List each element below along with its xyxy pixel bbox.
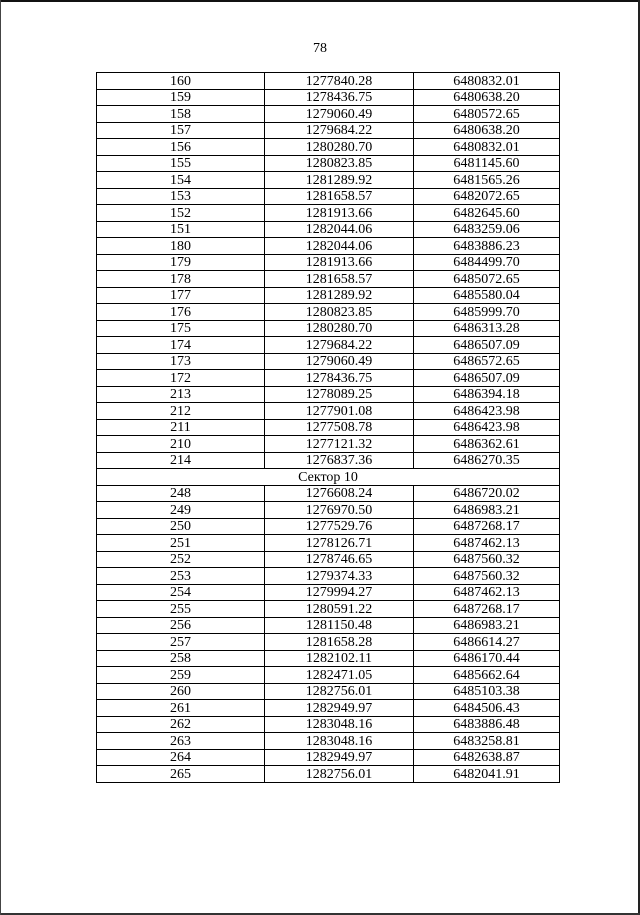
- table-row: [97, 485, 560, 502]
- x-coordinate-cell: 1282756.01: [265, 766, 414, 783]
- table-row: [97, 502, 560, 519]
- y-coordinate-cell: 6485662.64: [414, 667, 560, 684]
- x-coordinate-cell: 1282471.05: [265, 667, 414, 684]
- table-row: [97, 601, 560, 618]
- y-coordinate-cell: 6483258.81: [414, 733, 560, 750]
- table-row: [97, 584, 560, 601]
- point-number-cell: 250: [97, 518, 265, 535]
- point-number-cell: 251: [97, 535, 265, 552]
- y-coordinate-cell: 6481565.26: [414, 172, 560, 189]
- point-number-cell: 214: [97, 452, 265, 469]
- x-coordinate-cell: 1282044.06: [265, 238, 414, 255]
- point-number-cell: 156: [97, 139, 265, 156]
- point-number-cell: 154: [97, 172, 265, 189]
- point-number-cell: 155: [97, 155, 265, 172]
- table-row: [97, 271, 560, 288]
- x-coordinate-cell: 1283048.16: [265, 716, 414, 733]
- point-number-cell: 172: [97, 370, 265, 387]
- x-coordinate-cell: 1277508.78: [265, 419, 414, 436]
- scan-border-left: [0, 0, 1, 915]
- table-row: [97, 139, 560, 156]
- y-coordinate-cell: 6481145.60: [414, 155, 560, 172]
- table-row: [97, 122, 560, 139]
- table-row: [97, 749, 560, 766]
- point-number-cell: 173: [97, 353, 265, 370]
- y-coordinate-cell: 6487462.13: [414, 584, 560, 601]
- table-body-after-section: [97, 485, 560, 782]
- y-coordinate-cell: 6484499.70: [414, 254, 560, 271]
- table-row: [97, 353, 560, 370]
- x-coordinate-cell: 1280280.70: [265, 139, 414, 156]
- x-coordinate-cell: 1276608.24: [265, 485, 414, 502]
- x-coordinate-cell: 1281289.92: [265, 287, 414, 304]
- y-coordinate-cell: 6486507.09: [414, 337, 560, 354]
- x-coordinate-cell: 1279060.49: [265, 106, 414, 123]
- point-number-cell: 212: [97, 403, 265, 420]
- point-number-cell: 158: [97, 106, 265, 123]
- table-row: [97, 254, 560, 271]
- table-row: [97, 634, 560, 651]
- y-coordinate-cell: 6482041.91: [414, 766, 560, 783]
- y-coordinate-cell: 6482645.60: [414, 205, 560, 222]
- x-coordinate-cell: 1278436.75: [265, 370, 414, 387]
- x-coordinate-cell: 1279684.22: [265, 122, 414, 139]
- point-number-cell: 211: [97, 419, 265, 436]
- point-number-cell: 262: [97, 716, 265, 733]
- table-row: [97, 320, 560, 337]
- y-coordinate-cell: 6483886.48: [414, 716, 560, 733]
- table-row: [97, 551, 560, 568]
- x-coordinate-cell: 1282044.06: [265, 221, 414, 238]
- y-coordinate-cell: 6485103.38: [414, 683, 560, 700]
- table-row: [97, 403, 560, 420]
- table-row: [97, 650, 560, 667]
- table-row: [97, 172, 560, 189]
- section-row: [97, 469, 560, 486]
- table-row: [97, 386, 560, 403]
- x-coordinate-cell: 1279994.27: [265, 584, 414, 601]
- point-number-cell: 263: [97, 733, 265, 750]
- x-coordinate-cell: 1278126.71: [265, 535, 414, 552]
- table-row: [97, 337, 560, 354]
- point-number-cell: 157: [97, 122, 265, 139]
- y-coordinate-cell: 6486423.98: [414, 403, 560, 420]
- point-number-cell: 180: [97, 238, 265, 255]
- x-coordinate-cell: 1279684.22: [265, 337, 414, 354]
- point-number-cell: 255: [97, 601, 265, 618]
- y-coordinate-cell: 6480638.20: [414, 122, 560, 139]
- y-coordinate-cell: 6487560.32: [414, 551, 560, 568]
- point-number-cell: 260: [97, 683, 265, 700]
- y-coordinate-cell: 6484506.43: [414, 700, 560, 717]
- point-number-cell: 257: [97, 634, 265, 651]
- point-number-cell: 160: [97, 73, 265, 90]
- coordinates-table: [96, 72, 560, 783]
- table-row: [97, 205, 560, 222]
- y-coordinate-cell: 6486423.98: [414, 419, 560, 436]
- point-number-cell: 153: [97, 188, 265, 205]
- table-row: [97, 155, 560, 172]
- y-coordinate-cell: 6486507.09: [414, 370, 560, 387]
- x-coordinate-cell: 1281658.57: [265, 188, 414, 205]
- x-coordinate-cell: 1277121.32: [265, 436, 414, 453]
- point-number-cell: 175: [97, 320, 265, 337]
- x-coordinate-cell: 1283048.16: [265, 733, 414, 750]
- y-coordinate-cell: 6487268.17: [414, 601, 560, 618]
- table-row: [97, 683, 560, 700]
- point-number-cell: 159: [97, 89, 265, 106]
- y-coordinate-cell: 6485999.70: [414, 304, 560, 321]
- x-coordinate-cell: 1279374.33: [265, 568, 414, 585]
- y-coordinate-cell: 6486720.02: [414, 485, 560, 502]
- y-coordinate-cell: 6487462.13: [414, 535, 560, 552]
- table-row: [97, 436, 560, 453]
- point-number-cell: 249: [97, 502, 265, 519]
- y-coordinate-cell: 6480832.01: [414, 139, 560, 156]
- y-coordinate-cell: 6487560.32: [414, 568, 560, 585]
- y-coordinate-cell: 6485072.65: [414, 271, 560, 288]
- scan-border-top: [0, 0, 640, 2]
- point-number-cell: 254: [97, 584, 265, 601]
- point-number-cell: 152: [97, 205, 265, 222]
- y-coordinate-cell: 6487268.17: [414, 518, 560, 535]
- x-coordinate-cell: 1277901.08: [265, 403, 414, 420]
- x-coordinate-cell: 1281658.57: [265, 271, 414, 288]
- point-number-cell: 210: [97, 436, 265, 453]
- y-coordinate-cell: 6483259.06: [414, 221, 560, 238]
- y-coordinate-cell: 6486572.65: [414, 353, 560, 370]
- x-coordinate-cell: 1280591.22: [265, 601, 414, 618]
- y-coordinate-cell: 6486362.61: [414, 436, 560, 453]
- point-number-cell: 151: [97, 221, 265, 238]
- section-title: Сектор 10: [97, 469, 560, 486]
- table-row: [97, 700, 560, 717]
- table-row: [97, 106, 560, 123]
- point-number-cell: 176: [97, 304, 265, 321]
- y-coordinate-cell: 6486394.18: [414, 386, 560, 403]
- table-row: [97, 733, 560, 750]
- point-number-cell: 179: [97, 254, 265, 271]
- y-coordinate-cell: 6482072.65: [414, 188, 560, 205]
- section-header-body: [97, 469, 560, 486]
- y-coordinate-cell: 6483886.23: [414, 238, 560, 255]
- point-number-cell: 265: [97, 766, 265, 783]
- y-coordinate-cell: 6486270.35: [414, 452, 560, 469]
- table-row: [97, 419, 560, 436]
- x-coordinate-cell: 1279060.49: [265, 353, 414, 370]
- table-row: [97, 452, 560, 469]
- point-number-cell: 252: [97, 551, 265, 568]
- table-row: [97, 535, 560, 552]
- point-number-cell: 259: [97, 667, 265, 684]
- y-coordinate-cell: 6486313.28: [414, 320, 560, 337]
- y-coordinate-cell: 6480832.01: [414, 73, 560, 90]
- table-row: [97, 667, 560, 684]
- point-number-cell: 177: [97, 287, 265, 304]
- table-row: [97, 287, 560, 304]
- point-number-cell: 258: [97, 650, 265, 667]
- table-row: [97, 238, 560, 255]
- x-coordinate-cell: 1278436.75: [265, 89, 414, 106]
- table-row: [97, 766, 560, 783]
- table-row: [97, 188, 560, 205]
- x-coordinate-cell: 1277840.28: [265, 73, 414, 90]
- point-number-cell: 256: [97, 617, 265, 634]
- x-coordinate-cell: 1277529.76: [265, 518, 414, 535]
- table-row: [97, 221, 560, 238]
- y-coordinate-cell: 6486614.27: [414, 634, 560, 651]
- table-row: [97, 617, 560, 634]
- table-row: [97, 304, 560, 321]
- x-coordinate-cell: 1281289.92: [265, 172, 414, 189]
- x-coordinate-cell: 1282949.97: [265, 700, 414, 717]
- x-coordinate-cell: 1276970.50: [265, 502, 414, 519]
- table-row: [97, 518, 560, 535]
- x-coordinate-cell: 1280823.85: [265, 155, 414, 172]
- table-body-before-section: [97, 73, 560, 469]
- x-coordinate-cell: 1281658.28: [265, 634, 414, 651]
- y-coordinate-cell: 6486170.44: [414, 650, 560, 667]
- x-coordinate-cell: 1281913.66: [265, 205, 414, 222]
- x-coordinate-cell: 1278089.25: [265, 386, 414, 403]
- x-coordinate-cell: 1282102.11: [265, 650, 414, 667]
- table-row: [97, 73, 560, 90]
- x-coordinate-cell: 1282949.97: [265, 749, 414, 766]
- point-number-cell: 248: [97, 485, 265, 502]
- page-number: 78: [313, 41, 327, 56]
- y-coordinate-cell: 6480638.20: [414, 89, 560, 106]
- x-coordinate-cell: 1281913.66: [265, 254, 414, 271]
- point-number-cell: 213: [97, 386, 265, 403]
- x-coordinate-cell: 1280280.70: [265, 320, 414, 337]
- x-coordinate-cell: 1282756.01: [265, 683, 414, 700]
- x-coordinate-cell: 1276837.36: [265, 452, 414, 469]
- y-coordinate-cell: 6486983.21: [414, 502, 560, 519]
- point-number-cell: 174: [97, 337, 265, 354]
- y-coordinate-cell: 6486983.21: [414, 617, 560, 634]
- table-row: [97, 370, 560, 387]
- y-coordinate-cell: 6482638.87: [414, 749, 560, 766]
- point-number-cell: 253: [97, 568, 265, 585]
- x-coordinate-cell: 1278746.65: [265, 551, 414, 568]
- table-row: [97, 89, 560, 106]
- x-coordinate-cell: 1280823.85: [265, 304, 414, 321]
- point-number-cell: 178: [97, 271, 265, 288]
- table-row: [97, 716, 560, 733]
- y-coordinate-cell: 6485580.04: [414, 287, 560, 304]
- y-coordinate-cell: 6480572.65: [414, 106, 560, 123]
- point-number-cell: 261: [97, 700, 265, 717]
- point-number-cell: 264: [97, 749, 265, 766]
- x-coordinate-cell: 1281150.48: [265, 617, 414, 634]
- table-row: [97, 568, 560, 585]
